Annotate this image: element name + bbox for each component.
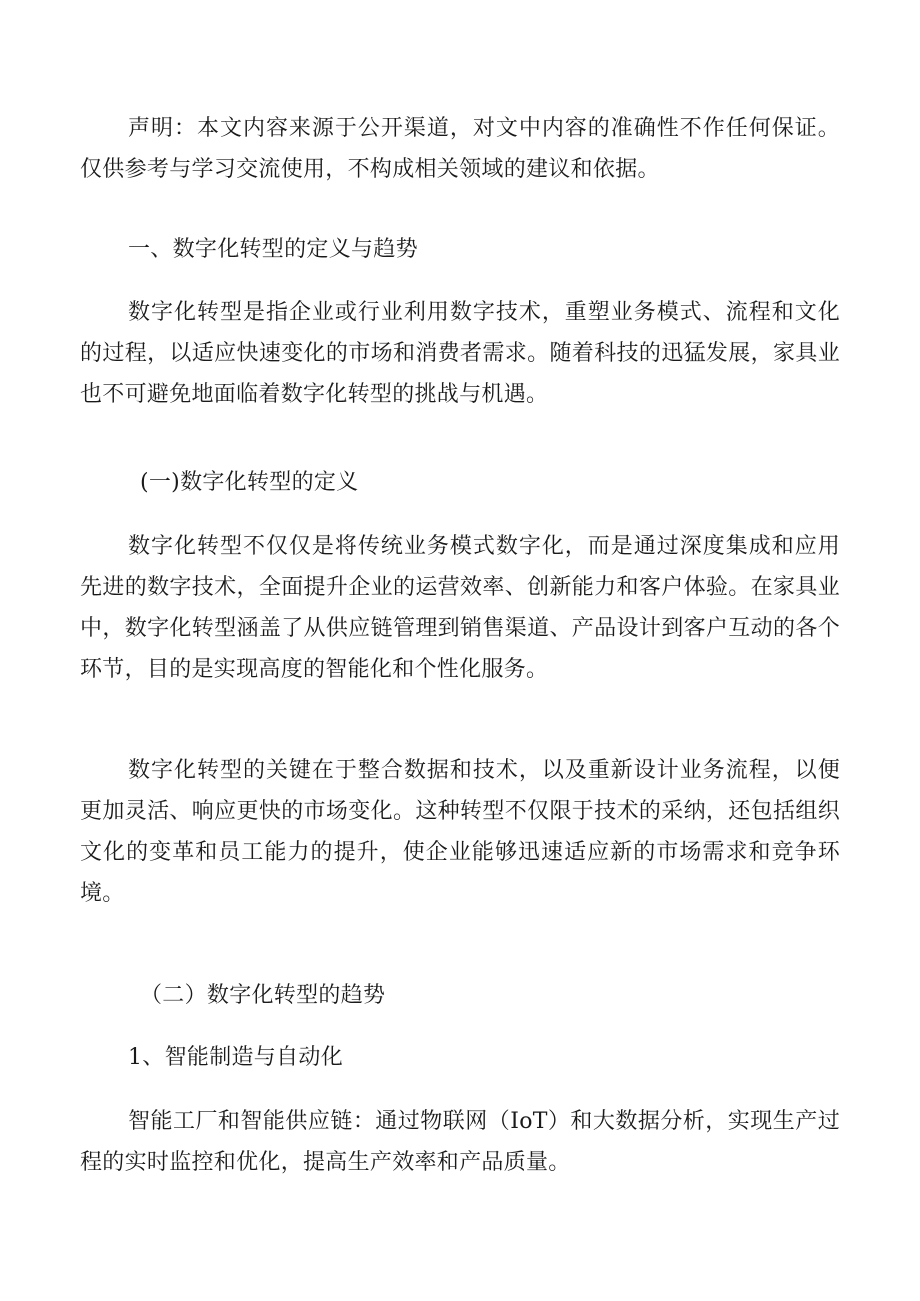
definition-paragraph-2: 数字化转型的关键在于整合数据和技术，以及重新设计业务流程，以便更加灵活、响应更快的市场变化。这种转型不仅限于技术的采纳，还包括组织文化的变革和员工能力的提升，使企业能够迅速适应新的市场需求和竞争环境。 [80,758,840,906]
section-heading: 一、数字化转型的定义与趋势 [128,237,418,262]
definition-paragraph-1: 数字化转型不仅仅是将传统业务模式数字化，而是通过深度集成和应用先进的数字技术，全面提升企业的运营效率、创新能力和客户体验。在家具业中，数字化转型涵盖了从供应链管理到销售渠道、产品设计到客户互动的各个环节，目的是实现高度的智能化和个性化服务。 [80,534,840,682]
subsection-heading-definition: (一)数字化转型的定义 [140,470,359,495]
subsection-heading-trends: （二）数字化转型的趋势 [140,983,386,1008]
item-heading-smart-manufacturing: 1、智能制造与自动化 [128,1045,343,1070]
smart-manufacturing-paragraph: 智能工厂和智能供应链：通过物联网（IoT）和大数据分析，实现生产过程的实时监控和优化，提高生产效率和产品质量。 [80,1109,840,1175]
disclaimer-paragraph: 声明：本文内容来源于公开渠道，对文中内容的准确性不作任何保证。仅供参考与学习交流使用，不构成相关领域的建议和依据。 [80,116,840,182]
section-intro-paragraph: 数字化转型是指企业或行业利用数字技术，重塑业务模式、流程和文化的过程，以适应快速变化的市场和消费者需求。随着科技的迅猛发展，家具业也不可避免地面临着数字化转型的挑战与机遇。 [80,300,840,407]
